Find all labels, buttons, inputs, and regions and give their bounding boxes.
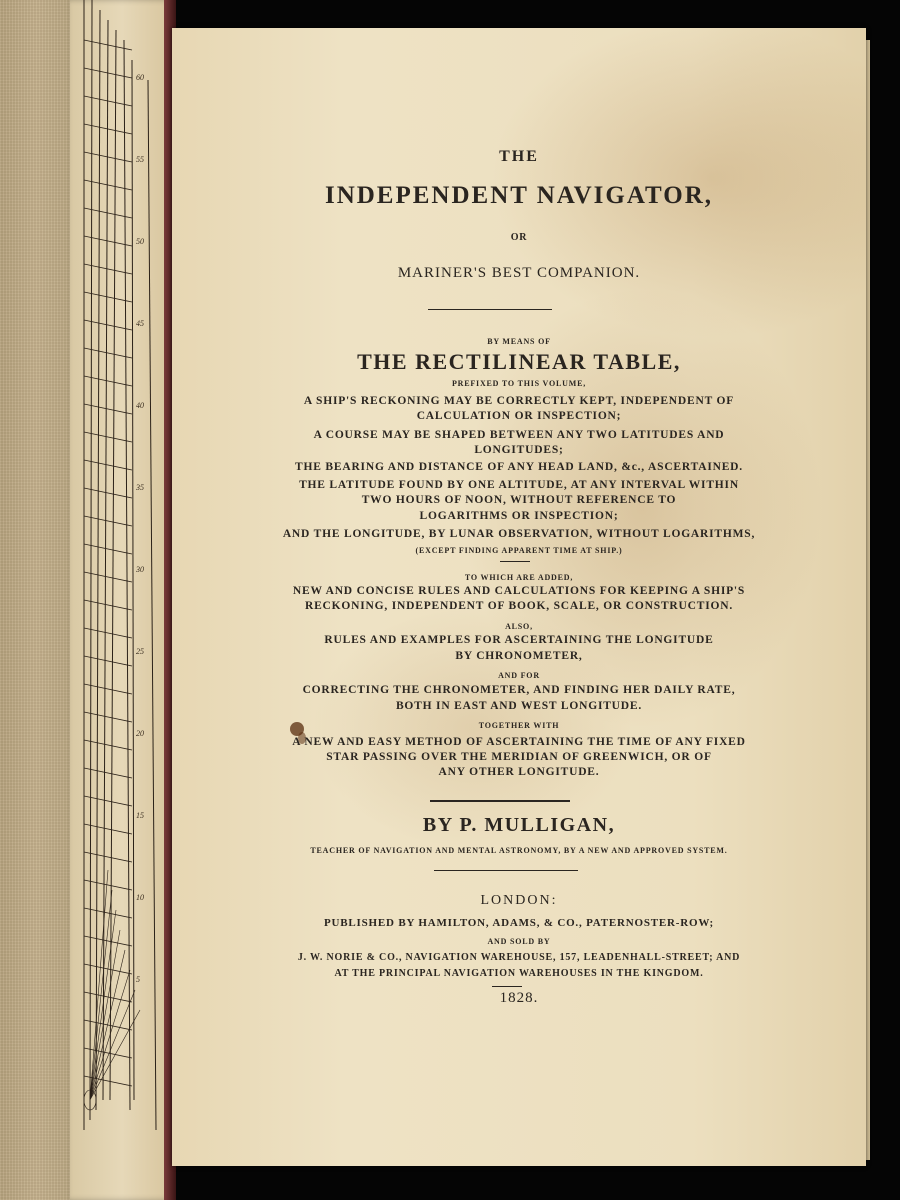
divider bbox=[428, 309, 552, 310]
scale-label: 60 bbox=[136, 73, 144, 82]
except-note: (EXCEPT FINDING APPARENT TIME AT SHIP.) bbox=[415, 546, 623, 555]
table-gridline bbox=[84, 852, 132, 862]
publication-year: 1828. bbox=[499, 990, 539, 1006]
scale-label: 10 bbox=[136, 893, 144, 902]
and-for-line: BOTH IN EAST AND WEST LONGITUDE. bbox=[395, 700, 643, 712]
divider bbox=[430, 800, 570, 802]
body-line: THE LATITUDE FOUND BY ONE ALTITUDE, AT ANY INTERVAL WITHIN bbox=[299, 479, 739, 491]
scale-label: 55 bbox=[136, 155, 144, 164]
scale-label: 50 bbox=[136, 237, 144, 246]
book-subtitle: MARINER'S BEST COMPANION. bbox=[397, 265, 641, 281]
book-title: INDEPENDENT NAVIGATOR, bbox=[324, 182, 714, 209]
title-the: THE bbox=[499, 148, 539, 165]
by-means-of: BY MEANS OF bbox=[487, 337, 551, 346]
together-line: A NEW AND EASY METHOD OF ASCERTAINING THE TIME OF ANY FIXED bbox=[292, 736, 746, 748]
also-line: BY CHRONOMETER, bbox=[455, 650, 583, 662]
also-label: ALSO, bbox=[505, 622, 533, 631]
together-with-label: TOGETHER WITH bbox=[478, 721, 560, 730]
body-line: AND THE LONGITUDE, BY LUNAR OBSERVATION, WITHOUT LOGARITHMS, bbox=[282, 528, 756, 540]
seller-line: J. W. NORIE & CO., NAVIGATION WAREHOUSE, 157, LEADENHALL-STREET; AND bbox=[297, 952, 741, 963]
seller-line: AT THE PRINCIPAL NAVIGATION WAREHOUSES IN THE KINGDOM. bbox=[334, 968, 704, 979]
table-gridline bbox=[84, 796, 132, 806]
prefixed-note: PREFIXED TO THIS VOLUME, bbox=[451, 379, 587, 388]
table-gridline bbox=[84, 1020, 132, 1030]
imprint-city: LONDON: bbox=[480, 893, 558, 908]
publisher-line: PUBLISHED BY HAMILTON, ADAMS, & CO., PATERNOSTER-ROW; bbox=[324, 917, 714, 929]
body-line: LOGARITHMS OR INSPECTION; bbox=[419, 510, 619, 522]
body-line: CALCULATION OR INSPECTION; bbox=[416, 410, 622, 422]
table-gridline bbox=[84, 768, 132, 778]
table-gridline bbox=[84, 824, 132, 834]
foldout-plate bbox=[70, 0, 174, 1200]
scale-label: 5 bbox=[136, 975, 140, 984]
added-line: NEW AND CONCISE RULES AND CALCULATIONS FOR KEEPING A SHIP'S bbox=[292, 585, 746, 597]
body-line: TWO HOURS OF NOON, WITHOUT REFERENCE TO bbox=[361, 494, 677, 506]
scale-label: 30 bbox=[136, 565, 144, 574]
scale-label: 35 bbox=[136, 483, 144, 492]
scale-label: 45 bbox=[136, 319, 144, 328]
body-line: A COURSE MAY BE SHAPED BETWEEN ANY TWO LATITUDES AND bbox=[313, 429, 725, 441]
together-line: ANY OTHER LONGITUDE. bbox=[438, 766, 600, 778]
body-line: THE BEARING AND DISTANCE OF ANY HEAD LAND, &c., ASCERTAINED. bbox=[295, 461, 743, 473]
and-for-label: AND FOR bbox=[498, 671, 540, 680]
table-gridline bbox=[84, 740, 132, 750]
divider bbox=[434, 870, 578, 871]
title-or: OR bbox=[510, 232, 528, 243]
scale-label: 15 bbox=[136, 811, 144, 820]
table-gridline bbox=[84, 936, 132, 946]
sold-by-label: AND SOLD BY bbox=[487, 937, 551, 946]
body-line: LONGITUDES; bbox=[474, 444, 564, 456]
table-gridline bbox=[84, 880, 132, 890]
rectilinear-table-diagram bbox=[70, 0, 174, 1200]
scale-label: 40 bbox=[136, 401, 144, 410]
to-which-added: TO WHICH ARE ADDED, bbox=[464, 573, 574, 582]
table-gridline bbox=[84, 908, 132, 918]
body-line: A SHIP'S RECKONING MAY BE CORRECTLY KEPT, INDEPENDENT OF bbox=[303, 395, 735, 407]
also-line: RULES AND EXAMPLES FOR ASCERTAINING THE LONGITUDE bbox=[324, 634, 714, 646]
divider bbox=[500, 561, 530, 562]
divider bbox=[492, 986, 522, 987]
added-line: RECKONING, INDEPENDENT OF BOOK, SCALE, OR CONSTRUCTION. bbox=[304, 600, 734, 612]
scale-label: 20 bbox=[136, 729, 144, 738]
table-title: THE RECTILINEAR TABLE, bbox=[357, 349, 681, 374]
and-for-line: CORRECTING THE CHRONOMETER, AND FINDING HER DAILY RATE, bbox=[302, 684, 736, 696]
author-description: TEACHER OF NAVIGATION AND MENTAL ASTRONOMY, BY A NEW AND APPROVED SYSTEM. bbox=[310, 846, 728, 855]
author-name: BY P. MULLIGAN, bbox=[422, 814, 616, 836]
together-line: STAR PASSING OVER THE MERIDIAN OF GREENWICH, OR OF bbox=[326, 751, 712, 763]
title-page bbox=[172, 28, 866, 1166]
scale-label: 25 bbox=[136, 647, 144, 656]
